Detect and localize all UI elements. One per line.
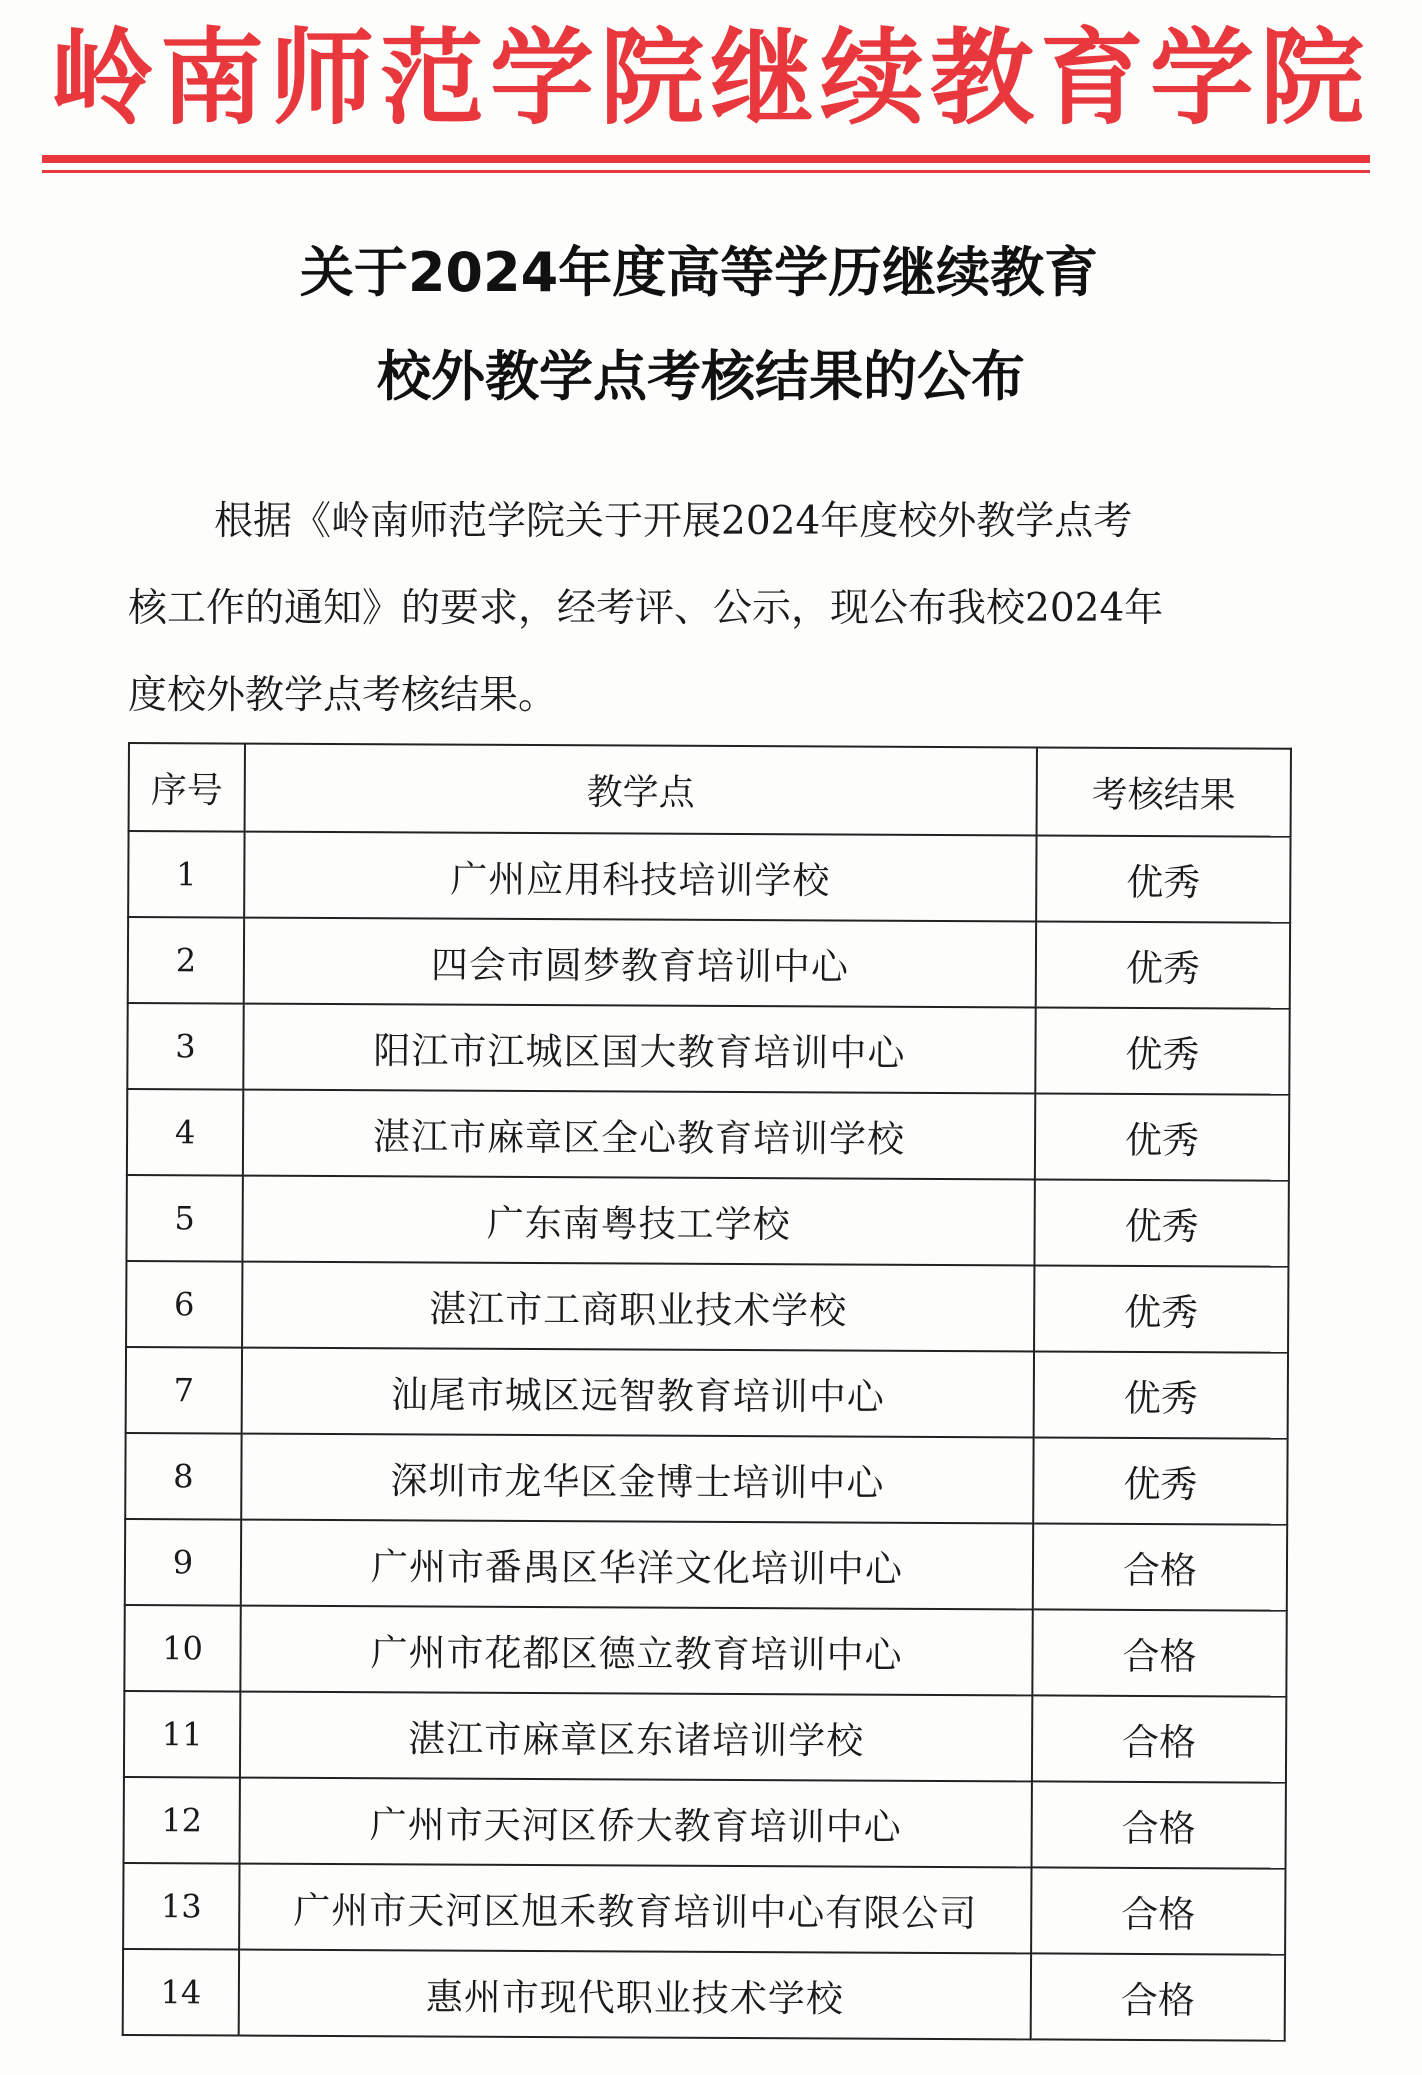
- body-paragraph: [128, 478, 1288, 739]
- table-row: [126, 1175, 1288, 1267]
- letterhead: [40, 18, 1380, 138]
- header-teaching-site: 教学点: [245, 744, 1037, 836]
- row-number: 7: [126, 1347, 242, 1434]
- row-result: 合格: [1032, 1609, 1286, 1696]
- row-site-name: 湛江市麻章区东诸培训学校: [240, 1692, 1032, 1782]
- paragraph-line: 度校外教学点考核结果。: [128, 673, 558, 718]
- row-number: 13: [123, 1863, 239, 1950]
- table-row: [124, 1777, 1286, 1869]
- letterhead-rule-thin: [42, 170, 1370, 173]
- row-site-name: 广州市天河区侨大教育培训中心: [240, 1778, 1032, 1868]
- table-row: [128, 831, 1290, 923]
- table-header-row: [129, 743, 1291, 837]
- row-site-name: 湛江市工商职业技术学校: [242, 1262, 1034, 1352]
- row-site-name: 汕尾市城区远智教育培训中心: [242, 1348, 1034, 1438]
- row-number: 4: [127, 1089, 243, 1176]
- row-result: 优秀: [1034, 1351, 1288, 1438]
- row-site-name: 阳江市江城区国大教育培训中心: [243, 1004, 1035, 1094]
- row-number: 8: [125, 1433, 241, 1520]
- row-result: 合格: [1032, 1695, 1286, 1782]
- row-site-name: 湛江市麻章区全心教育培训学校: [243, 1090, 1035, 1180]
- header-serial-number: 序号: [129, 743, 245, 832]
- row-number: 11: [124, 1691, 240, 1778]
- row-site-name: 四会市圆梦教育培训中心: [244, 918, 1036, 1008]
- table-row: [126, 1261, 1288, 1353]
- row-result: 优秀: [1034, 1179, 1288, 1266]
- row-result: 优秀: [1035, 1093, 1289, 1180]
- row-site-name: 惠州市现代职业技术学校: [239, 1950, 1031, 2040]
- letterhead-rule-thick: [42, 155, 1370, 163]
- letterhead-title: 岭南师范学院继续教育学院: [49, 17, 1370, 139]
- row-number: 14: [123, 1949, 239, 2036]
- row-result: 优秀: [1035, 1007, 1289, 1094]
- row-site-name: 广东南粤技工学校: [242, 1176, 1034, 1266]
- row-site-name: 广州市天河区旭禾教育培训中心有限公司: [239, 1864, 1031, 1954]
- row-result: 优秀: [1033, 1437, 1287, 1524]
- results-table: [122, 742, 1292, 2042]
- row-result: 优秀: [1036, 835, 1290, 922]
- table-row: [125, 1433, 1287, 1525]
- row-number: 6: [126, 1261, 242, 1348]
- row-site-name: 广州市番禺区华洋文化培训中心: [241, 1520, 1033, 1610]
- row-result: 优秀: [1036, 921, 1290, 1008]
- row-number: 12: [124, 1777, 240, 1864]
- row-site-name: 广州市花都区德立教育培训中心: [240, 1606, 1032, 1696]
- row-number: 2: [128, 917, 244, 1004]
- header-assessment-result: 考核结果: [1037, 747, 1291, 836]
- row-number: 10: [124, 1605, 240, 1692]
- table-row: [124, 1605, 1286, 1697]
- table-row: [123, 1949, 1285, 2041]
- row-site-name: 深圳市龙华区金博士培训中心: [241, 1434, 1033, 1524]
- row-number: 5: [126, 1175, 242, 1262]
- row-result: 合格: [1031, 1953, 1285, 2040]
- row-number: 3: [127, 1003, 243, 1090]
- table-row: [124, 1691, 1286, 1783]
- paragraph-line: 根据《岭南师范学院关于开展2024年度校外教学点考: [214, 499, 1133, 544]
- row-result: 合格: [1032, 1781, 1286, 1868]
- row-result: 合格: [1033, 1523, 1287, 1610]
- row-number: 1: [128, 831, 244, 918]
- table-row: [126, 1347, 1288, 1439]
- row-number: 9: [125, 1519, 241, 1606]
- table-row: [128, 917, 1290, 1009]
- table-row: [127, 1089, 1289, 1181]
- table-row: [127, 1003, 1289, 1095]
- row-result: 优秀: [1034, 1265, 1288, 1352]
- table-row: [123, 1863, 1285, 1955]
- row-site-name: 广州应用科技培训学校: [244, 832, 1036, 922]
- document-title-line-1: 关于2024年度高等学历继续教育: [299, 241, 1099, 304]
- document-title-line-2: 校外教学点考核结果的公布: [377, 345, 1025, 408]
- row-result: 合格: [1031, 1867, 1285, 1954]
- table-row: [125, 1519, 1287, 1611]
- paragraph-line: 核工作的通知》的要求，经考评、公示，现公布我校2024年: [128, 586, 1164, 631]
- table-body: [123, 831, 1291, 2041]
